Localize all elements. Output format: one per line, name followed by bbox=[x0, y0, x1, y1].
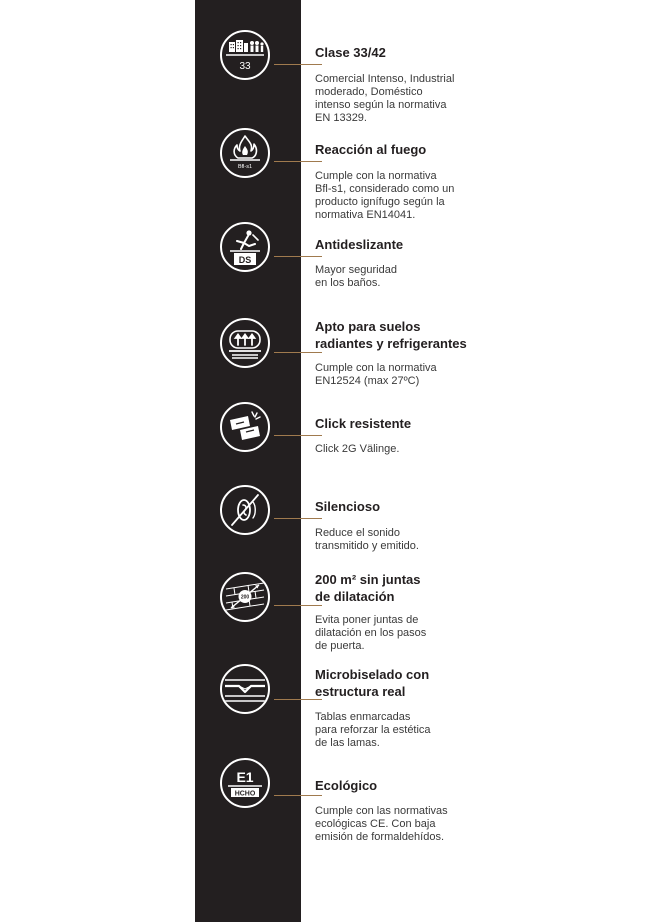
feature-title: Ecológico bbox=[315, 778, 378, 793]
feature-title-line: Apto para suelos bbox=[315, 319, 421, 334]
ecological-icon bbox=[220, 758, 270, 808]
feature-description bbox=[315, 443, 490, 456]
feature-description bbox=[315, 264, 490, 290]
description-line: emisión de formaldehídos. bbox=[315, 831, 445, 843]
description-line: ecológicas CE. Con baja bbox=[315, 818, 436, 830]
feature-title: Clase 33/42 bbox=[315, 45, 386, 60]
hcho-badge: HCHO bbox=[234, 790, 256, 798]
feature-title: Antideslizante bbox=[315, 237, 404, 252]
description-line: en los baños. bbox=[315, 277, 381, 289]
feature-title-line: Microbiselado con bbox=[315, 667, 430, 682]
feature-title-line: 200 m² sin juntas bbox=[315, 572, 421, 587]
feature-description bbox=[315, 527, 490, 553]
feature-title bbox=[315, 571, 635, 605]
accent-rule bbox=[274, 518, 322, 519]
usage-class-badge: 33 bbox=[239, 61, 251, 72]
description-line: normativa EN14041. bbox=[315, 209, 416, 221]
description-line: de puerta. bbox=[315, 640, 365, 652]
feature-title bbox=[315, 666, 635, 700]
feature-description bbox=[315, 614, 490, 653]
feature-description bbox=[315, 805, 490, 844]
feature-title: Reacción al fuego bbox=[315, 142, 427, 157]
description-line: Mayor seguridad bbox=[315, 264, 397, 276]
underfloor-heating-icon bbox=[220, 318, 270, 368]
accent-rule bbox=[274, 64, 322, 65]
anti-slip-icon bbox=[220, 222, 270, 272]
accent-rule bbox=[274, 795, 322, 796]
description-line: Cumple con la normativa bbox=[315, 362, 437, 374]
accent-rule bbox=[274, 605, 322, 606]
micro-bevel-icon bbox=[220, 664, 270, 714]
description-line: Evita poner juntas de bbox=[315, 614, 419, 626]
fire-reaction-icon bbox=[220, 128, 270, 178]
accent-rule bbox=[274, 352, 322, 353]
anti-slip-badge: DS bbox=[238, 255, 252, 265]
description-line: Bfl-s1, considerado como un bbox=[315, 183, 455, 195]
description-line: moderado, Doméstico bbox=[315, 86, 423, 98]
description-line: Comercial Intenso, Industrial bbox=[315, 73, 455, 85]
accent-rule bbox=[274, 435, 322, 436]
description-line: Reduce el sonido bbox=[315, 527, 401, 539]
feature-title: Click resistente bbox=[315, 416, 412, 431]
description-line: Cumple con la normativa bbox=[315, 170, 437, 182]
description-line: Click 2G Välinge. bbox=[315, 443, 400, 455]
feature-description bbox=[315, 73, 490, 125]
feature-description bbox=[315, 362, 490, 388]
description-line: EN 13329. bbox=[315, 112, 367, 124]
feature-description bbox=[315, 170, 490, 222]
fire-class-badge: Bfl-s1 bbox=[237, 164, 253, 170]
click-joint-icon bbox=[220, 402, 270, 452]
area-badge: 200 bbox=[240, 594, 250, 601]
e1-badge: E1 bbox=[236, 769, 254, 785]
silent-icon bbox=[220, 485, 270, 535]
accent-rule bbox=[274, 161, 322, 162]
description-line: producto ignífugo según la bbox=[315, 196, 445, 208]
feature-title-line: radiantes y refrigerantes bbox=[315, 336, 467, 351]
description-line: Tablas enmarcadas bbox=[315, 711, 411, 723]
description-line: EN12524 (max 27ºC) bbox=[315, 375, 420, 387]
expansion-joints-icon bbox=[220, 572, 270, 622]
description-line: Cumple con las normativas bbox=[315, 805, 448, 817]
feature-title-line: estructura real bbox=[315, 684, 406, 699]
description-line: transmitido y emitido. bbox=[315, 540, 419, 552]
feature-description bbox=[315, 711, 490, 750]
description-line: para reforzar la estética bbox=[315, 724, 431, 736]
feature-title: Silencioso bbox=[315, 499, 381, 514]
usage-class-icon bbox=[220, 30, 270, 80]
feature-title-line: de dilatación bbox=[315, 589, 395, 604]
accent-rule bbox=[274, 256, 322, 257]
description-line: de las lamas. bbox=[315, 737, 380, 749]
description-line: intenso según la normativa bbox=[315, 99, 447, 111]
description-line: dilatación en los pasos bbox=[315, 627, 427, 639]
feature-title bbox=[315, 318, 635, 352]
